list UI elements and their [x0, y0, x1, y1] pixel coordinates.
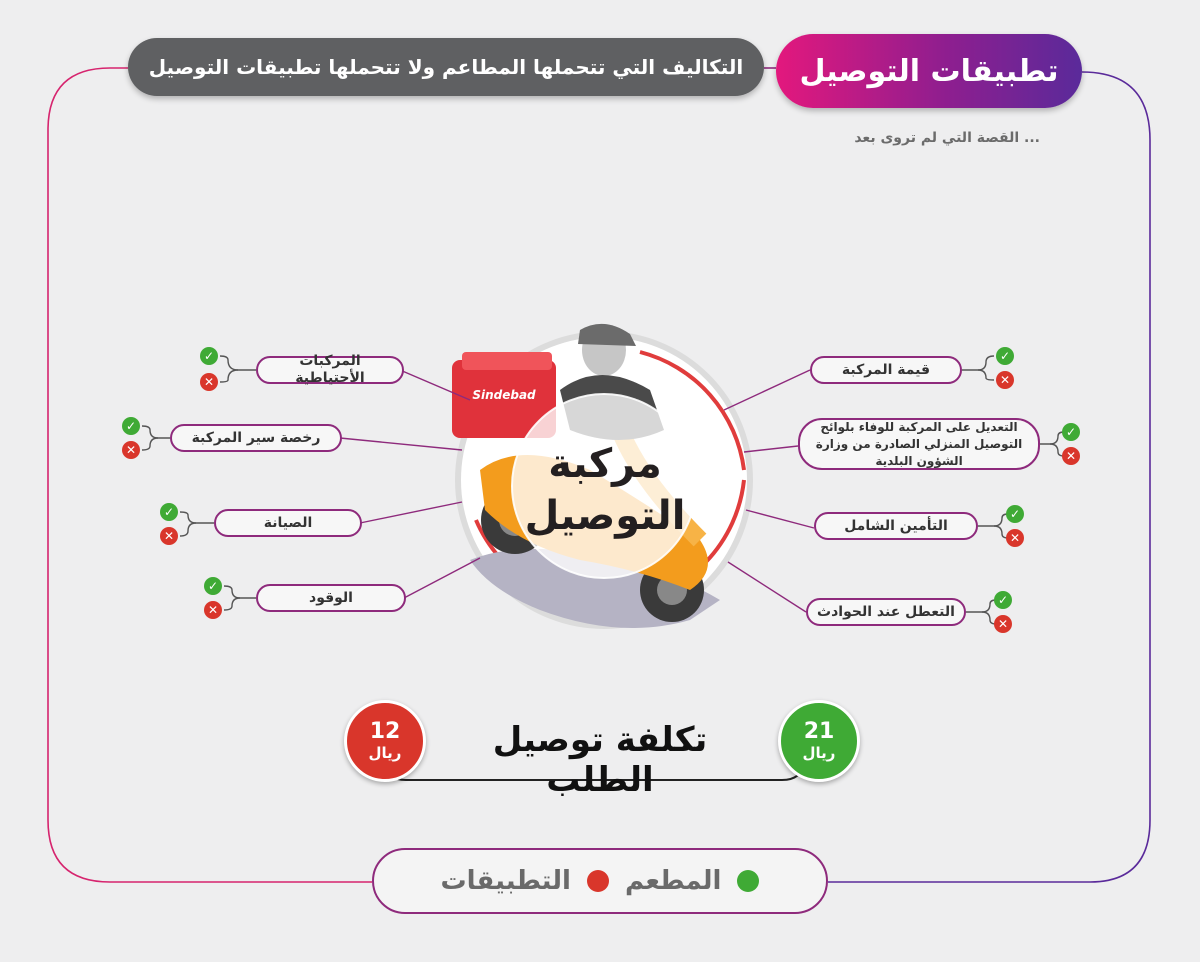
check-icon: ✓	[996, 347, 1014, 365]
restaurant-cost-value: 21	[803, 719, 835, 744]
right-item-vehicle-value: قيمة المركبة	[810, 356, 962, 384]
apps-cost-value: 12	[369, 719, 401, 744]
center-label-line2: التوصيل	[524, 493, 686, 539]
right-item-vehicle-modification: التعديل على المركبة للوفاء بلوائح التوصيل المنزلي الصادرة من وزارة الشؤون البلدية	[798, 418, 1040, 470]
left-item-maintenance: الصيانة	[214, 509, 362, 537]
restaurant-cost-currency: ريال	[802, 744, 836, 762]
left-item-vehicle-license: رخصة سير المركبة	[170, 424, 342, 452]
check-icon: ✓	[200, 347, 218, 365]
check-icon: ✓	[122, 417, 140, 435]
check-icon: ✓	[1006, 505, 1024, 523]
legend-restaurant-dot	[737, 870, 759, 892]
cross-icon: ✕	[122, 441, 140, 459]
center-label-line1: مركبة	[548, 441, 662, 487]
left-item-fuel: الوقود	[256, 584, 406, 612]
legend-apps-label: التطبيقات	[440, 866, 571, 896]
legend-restaurant-label: المطعم	[624, 866, 722, 896]
check-icon: ✓	[204, 577, 222, 595]
cross-icon: ✕	[996, 371, 1014, 389]
check-icon: ✓	[1062, 423, 1080, 441]
center-label	[520, 438, 690, 542]
right-item-accident-downtime: التعطل عند الحوادث	[806, 598, 966, 626]
page-title: تطبيقات التوصيل	[776, 34, 1082, 108]
cross-icon: ✕	[994, 615, 1012, 633]
cross-icon: ✕	[200, 373, 218, 391]
cross-icon: ✕	[204, 601, 222, 619]
cross-icon: ✕	[1062, 447, 1080, 465]
apps-cost-badge	[344, 700, 426, 782]
page-subtitle: التكاليف التي تتحملها المطاعم ولا تتحملها تطبيقات التوصيل	[128, 38, 764, 96]
check-icon: ✓	[160, 503, 178, 521]
cross-icon: ✕	[160, 527, 178, 545]
tagline: القصة التي لم تروى بعد ...	[854, 130, 1040, 146]
cross-icon: ✕	[1006, 529, 1024, 547]
legend	[372, 848, 828, 914]
left-item-reserve-vehicles: المركبات الأحتياطية	[256, 356, 404, 384]
legend-apps-dot	[587, 870, 609, 892]
check-icon: ✓	[994, 591, 1012, 609]
right-item-insurance: التأمين الشامل	[814, 512, 978, 540]
restaurant-cost-badge	[778, 700, 860, 782]
apps-cost-currency: ريال	[368, 744, 402, 762]
box-brand-text: Sindebad	[472, 388, 536, 402]
delivery-cost-title: تكلفة توصيل الطلب	[492, 720, 708, 800]
